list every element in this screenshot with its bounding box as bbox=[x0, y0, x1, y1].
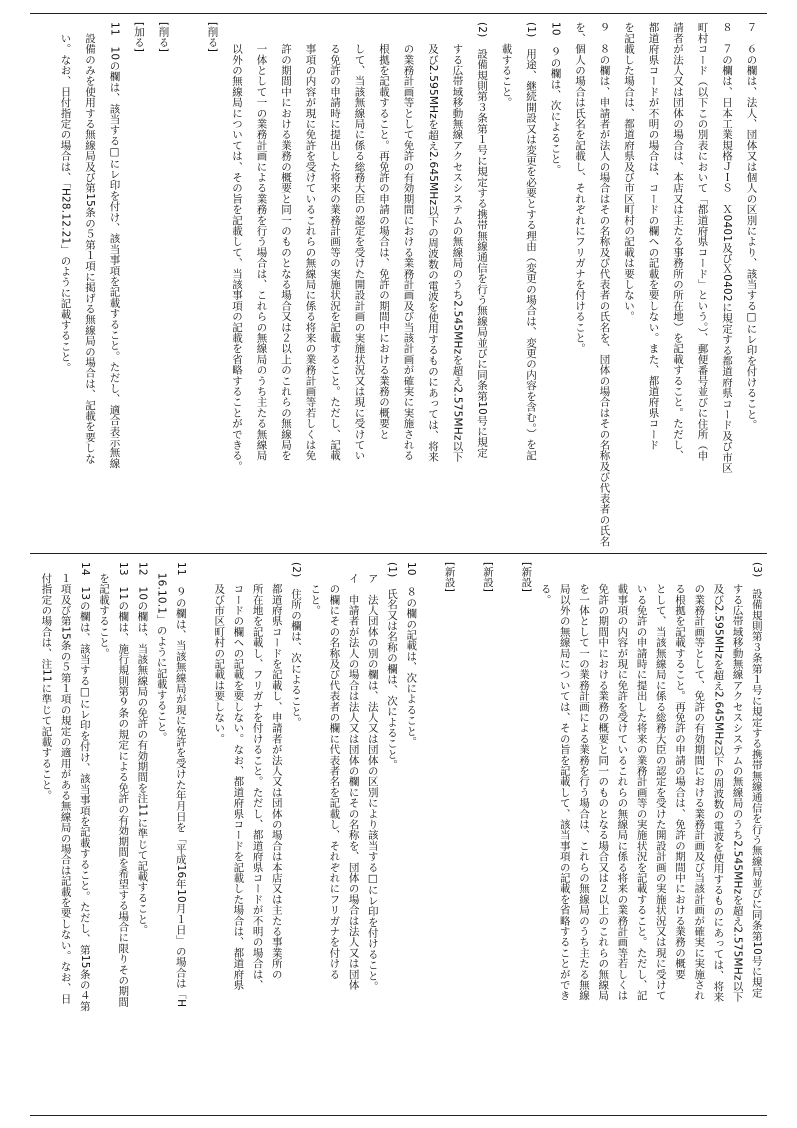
lower-text-line: (1) 氏名又は名称の欄は、次によること。 bbox=[386, 562, 398, 771]
lower-text-column bbox=[290, 562, 309, 1110]
lower-text-column bbox=[117, 562, 136, 1110]
upper-text-column bbox=[476, 22, 501, 547]
upper-text-line: 設備のみを使用する無線局及び第15条の５第１項に掲げる無線局の場合は、記載を要しな bbox=[84, 22, 96, 464]
lower-text-column bbox=[98, 562, 117, 1110]
upper-text-column bbox=[501, 22, 526, 547]
lower-text-line: イ 申請者が法人の場合は法人又は団体の欄にその名称を、団体の場合は法人又は団体 bbox=[347, 562, 360, 990]
upper-text-column bbox=[256, 22, 281, 547]
upper-text-column bbox=[378, 22, 403, 547]
upper-text-line: する広帯域移動無線アクセスシステムの無線局のうち2.545MHzを超え2.575MHz以下 bbox=[451, 22, 464, 462]
upper-text-line: 都道府県コードが不明の場合は、コードの欄への記載を要しない。また、都道府県コード bbox=[647, 22, 660, 450]
lower-text-column bbox=[540, 562, 559, 1110]
lower-text-line: [新設] bbox=[520, 562, 533, 592]
lower-text-column bbox=[386, 562, 405, 1110]
upper-text-column bbox=[207, 22, 232, 547]
lower-text-line: (2) 住所の欄は、次によること。 bbox=[290, 562, 302, 728]
lower-text-column bbox=[79, 562, 98, 1110]
lower-text-line: 及び市区町村の記載は要しない。 bbox=[213, 562, 226, 744]
upper-text-line: ９ ８の欄は、申請者が法人の場合はその名称及び代表者の氏名を、団体の場合はその名称及び代表者の氏名 bbox=[598, 22, 611, 547]
upper-text-line: (2) 設備規則第３条第１号に規定する携帯無線通信を行う無線局並びに同条第10号に規定 bbox=[476, 22, 488, 458]
upper-text-line: の業務計画等として免許の有効期間における業務計画及び当該計画が確実に実施される bbox=[402, 22, 415, 461]
upper-text-column bbox=[133, 22, 158, 547]
lower-text-line: 及び2.595MHzを超え2.645MHz以下の周波数の電波を使用するものにあっては、将来 bbox=[712, 562, 725, 1002]
upper-text-line: 及び2.595MHzを超え2.645MHz以下の周波数の電波を使用するものにあっては、将来 bbox=[427, 22, 439, 462]
lower-text-column bbox=[40, 562, 59, 1110]
lower-text-line: 局以外の無線局については、その旨を記載して、該当事項の記載を省略することができ bbox=[558, 562, 571, 1001]
upper-text-column bbox=[305, 22, 330, 547]
upper-text-column bbox=[231, 22, 256, 547]
upper-text-column bbox=[648, 22, 673, 547]
upper-text-line: 根拠を記載すること。再免許の申請の場合は、免許の期間中における業務の概要と bbox=[378, 22, 390, 440]
upper-text-column bbox=[354, 22, 379, 547]
lower-text-column bbox=[60, 562, 79, 1110]
lower-text-column bbox=[693, 562, 712, 1110]
lower-text-line: の欄にその名称及び代表者の欄に代表者名を記載し、それぞれにフリガナを付ける bbox=[328, 562, 341, 980]
upper-text-column bbox=[721, 22, 746, 547]
lower-text-column bbox=[712, 562, 731, 1110]
lower-text-column bbox=[520, 562, 539, 1110]
upper-text-column bbox=[158, 22, 183, 547]
upper-text-column bbox=[452, 22, 477, 547]
lower-text-column bbox=[424, 562, 443, 1110]
upper-text-column bbox=[623, 22, 648, 547]
lower-text-column bbox=[463, 562, 482, 1110]
lower-text-line: 12 10の欄は、当該無線局の免許の有効期間を注11に準じて記載すること。 bbox=[136, 562, 149, 935]
upper-text-column bbox=[109, 22, 134, 547]
lower-text-column bbox=[578, 562, 597, 1110]
lower-text-column bbox=[559, 562, 578, 1110]
bottom-rule bbox=[30, 1115, 767, 1116]
upper-text-line: を記載した場合は、都道府県及び市区町村の記載は要しない。 bbox=[623, 22, 635, 322]
upper-text-line: 10 ９の欄は、次によること。 bbox=[549, 22, 562, 175]
lower-text-column bbox=[655, 562, 674, 1110]
lower-text-column bbox=[194, 562, 213, 1110]
upper-text-line: して、当該無線局に係る総務大臣の認定を受けた開設計画の実施状況又は現に受けてい bbox=[353, 22, 366, 461]
upper-text-column bbox=[746, 22, 771, 547]
lower-text-line: 付指定の場合は、注11に準じて記載すること。 bbox=[40, 562, 53, 801]
middle-rule bbox=[30, 553, 767, 554]
lower-text-line: する広帯域移動無線アクセスシステムの無線局のうち2.545MHzを超え2.575MHz以下 bbox=[731, 562, 744, 1002]
upper-text-column bbox=[84, 22, 109, 547]
upper-text-line: 許の期間中における業務の概要と同一のものとなる場合又は２以上のこれらの無線局を bbox=[280, 22, 292, 461]
lower-text-line: を一体として一の業務計画による業務を行う場合は、これらの無線局のうち主たる無線 bbox=[578, 562, 590, 1001]
lower-text-line: る根拠を記載すること。再免許の申請の場合は、免許の期間中における業務の概要 bbox=[674, 562, 686, 980]
lower-text-column bbox=[348, 562, 367, 1110]
lower-text-column bbox=[732, 562, 751, 1110]
lower-text-line: 都道府県コードを記載し、申請者が法人又は団体の場合は本店又は主たる事業所の bbox=[270, 562, 283, 980]
lower-text-line: [新設] bbox=[443, 562, 456, 592]
upper-text-line: を、個人の場合は氏名を記載し、それぞれにフリガナを付けること。 bbox=[574, 22, 586, 354]
lower-text-column bbox=[597, 562, 616, 1110]
upper-text-column bbox=[525, 22, 550, 547]
upper-text-line: ７ ６の欄は、法人、団体又は個人の区別により、該当する□にレ印を付けること。 bbox=[745, 22, 758, 431]
lower-text-line: 13 11の欄は、施行規則第９条の規定による免許の有効期間を希望する場合に限りその期間 bbox=[117, 562, 130, 1007]
lower-text-column bbox=[405, 562, 424, 1110]
top-rule bbox=[30, 13, 767, 14]
lower-text-column bbox=[751, 562, 770, 1110]
upper-text-column bbox=[672, 22, 697, 547]
upper-text-column bbox=[697, 22, 722, 547]
lower-text-line: 免許の期間中における業務の概要と同一のものとなる場合又は２以上のこれらの無線局 bbox=[597, 562, 610, 1001]
lower-text-column bbox=[674, 562, 693, 1110]
upper-text-line: [削る] bbox=[206, 22, 219, 52]
lower-text-column bbox=[367, 562, 386, 1110]
lower-text-line: る。 bbox=[539, 562, 552, 605]
lower-text-line: 載事項の内容が現に免許を受けているこれらの無線局に係る将来の業務計画等若しくは bbox=[616, 562, 629, 1001]
upper-text-line: ８ ７の欄は、日本工業規格ＪＩＳ Ｘ0401及びＸ0402に規定する都道府県コード及び市区 bbox=[721, 22, 733, 473]
lower-text-column bbox=[232, 562, 251, 1110]
upper-text-line: 事項の内容が現に免許を受けているこれらの無線局に係る将来の業務計画等若しくは免 bbox=[304, 22, 317, 461]
lower-text-column bbox=[271, 562, 290, 1110]
upper-text-column bbox=[403, 22, 428, 547]
upper-text-line: [加る] bbox=[133, 22, 145, 52]
lower-text-line: として、当該無線局に係る総務大臣の認定を受けた開設計画の実施状況又は現に受けて bbox=[654, 562, 667, 1001]
upper-text-line: 一体として一の業務計画による業務を行う場合は、これらの無線局のうち主たる無線局 bbox=[255, 22, 268, 461]
lower-text-column bbox=[252, 562, 271, 1110]
upper-text-line: 請者が法人又は団体の場合は、本店又は主たる事務所の所在地）を記載すること。ただし、 bbox=[672, 22, 684, 461]
lower-text-line: 10 ８の欄の記載は、次によること。 bbox=[405, 562, 418, 747]
upper-text-line: [削る] bbox=[157, 22, 170, 52]
upper-text-column bbox=[280, 22, 305, 547]
lower-text-line: １項及び第15条の５第１項の規定の適用がある無線局の場合は記載を要しない。なお、日 bbox=[59, 562, 72, 1004]
lower-text-column bbox=[636, 562, 655, 1110]
upper-text-line: 町村コード（以下この別表において「都道府県コード」という。）、郵便番号並びに住所（申 bbox=[696, 22, 709, 461]
upper-text-line: い。なお、日付指定の場合は、「H28.12.21」のように記載すること。 bbox=[59, 22, 72, 373]
lower-text-column bbox=[156, 562, 175, 1110]
lower-text-column bbox=[482, 562, 501, 1110]
lower-text-line: コードの欄への記載を要しない。なお、都道府県コードを記載した場合は、都道府県 bbox=[232, 562, 245, 990]
lower-text-line: (3) 設備規則第３条第１号に規定する携帯無線通信を行う無線局並びに同条第10号に規定 bbox=[750, 562, 763, 998]
upper-text-line: 載すること。 bbox=[500, 22, 513, 108]
lower-text-column bbox=[309, 562, 328, 1110]
lower-text-column bbox=[175, 562, 194, 1110]
upper-text-line: る免許の申請時に提出した将来の業務計画等の実施状況を記載すること。ただし、記載 bbox=[329, 22, 341, 461]
upper-text-line: 以外の無線局については、その旨を記載して、当該事項の記載を省略することができる。 bbox=[231, 22, 243, 472]
lower-text-line: 所在地を記載し、フリガナを付けること。ただし、都道府県コードが不明の場合は、 bbox=[251, 562, 264, 990]
lower-text-column bbox=[213, 562, 232, 1110]
lower-text-line: 11 ９の欄は、当該無線局が現に免許を受けた年月日を「平成16年10月１日」の場合は「H bbox=[174, 562, 187, 1008]
upper-text-line: 11 10の欄は、該当する□にレ印を付け、該当事項を記載すること。ただし、適合表示無線 bbox=[108, 22, 121, 469]
lower-text-line: 14 13の欄は、該当する□にレ印を付け、該当事項を記載すること。ただし、第15条の４第 bbox=[78, 562, 91, 1012]
upper-text-column bbox=[182, 22, 207, 547]
lower-text-line: 16.10.1」のように記載すること。 bbox=[155, 562, 168, 743]
lower-text-line: いる免許の申請時に提出した将来の業務計画等の実施状況を記載すること。ただし、記 bbox=[635, 562, 648, 1001]
upper-text-column bbox=[574, 22, 599, 547]
lower-text-line: こと。 bbox=[309, 562, 322, 616]
upper-text-column bbox=[60, 22, 85, 547]
upper-text-line: (1) 用途、継続開設又は変更を必要とする理由（変更の場合は、変更の内容を含む。）を記 bbox=[525, 22, 537, 461]
lower-text-column bbox=[501, 562, 520, 1110]
lower-text-column bbox=[328, 562, 347, 1110]
upper-text-column bbox=[599, 22, 624, 547]
lower-text-column bbox=[444, 562, 463, 1110]
lower-text-line: を記載すること。 bbox=[98, 562, 110, 659]
upper-text-column bbox=[550, 22, 575, 547]
upper-text-column bbox=[427, 22, 452, 547]
lower-text-column bbox=[616, 562, 635, 1110]
lower-text-line: ア 法人団体の別の欄は、法人又は団体の区別により該当する□にレ印を付けること。 bbox=[366, 562, 379, 992]
lower-text-column bbox=[136, 562, 155, 1110]
lower-text-line: の業務計画等として、免許の有効期間における業務計画及び当該計画が確実に実施され bbox=[693, 562, 706, 1001]
upper-text-column bbox=[329, 22, 354, 547]
lower-text-line: [新設] bbox=[482, 562, 494, 592]
